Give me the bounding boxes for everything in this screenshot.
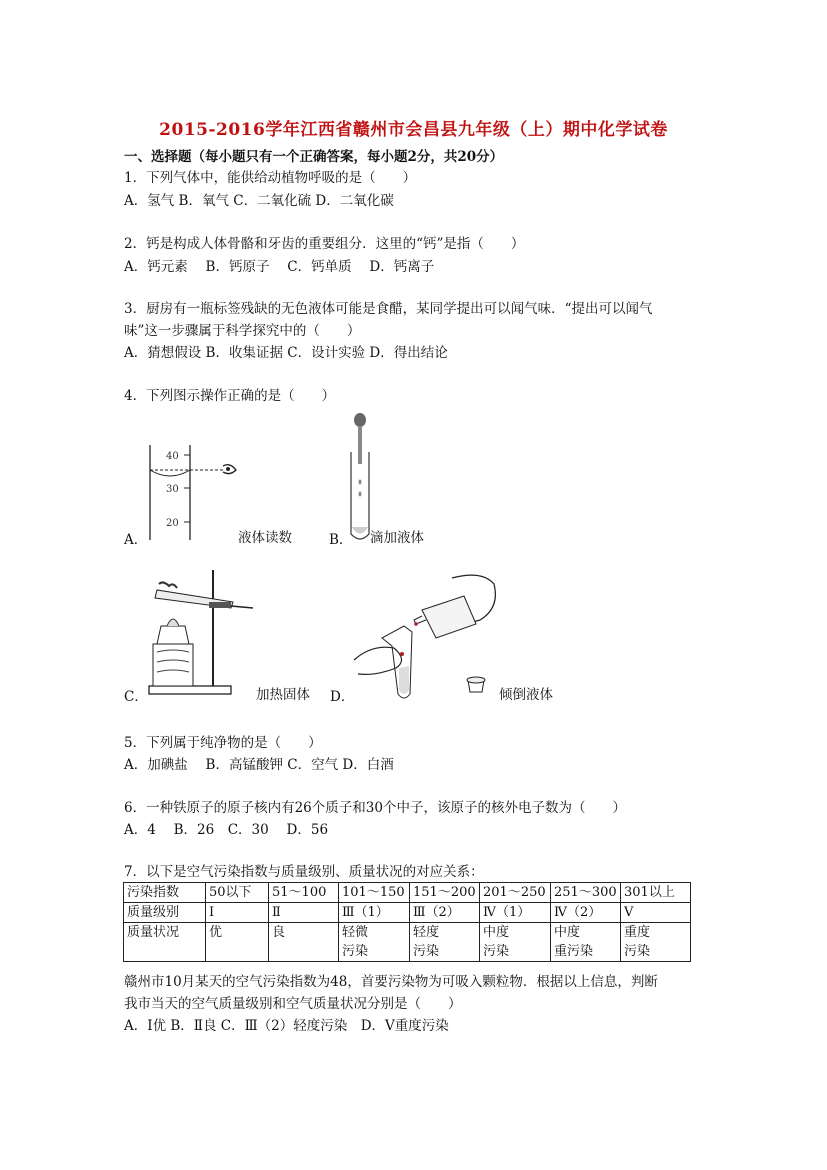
q7-after-line2: 我市当天的空气质量级别和空气质量状况分别是（ ） [124,996,462,1012]
table-cell: Ⅳ（2） [551,903,621,923]
q4-c-label: 加热固体 [256,687,310,703]
table-cell: Ⅲ（2） [410,903,480,923]
section-heading: 一、选择题（每小题只有一个正确答案，每小题2分，共20分） [124,149,504,165]
table-cell: 中度 污染 [480,923,551,962]
q6-stem: 6．一种铁原子的原子核内有26个质子和30个中子，该原子的核外电子数为（ ） [124,800,626,816]
q4-stem: 4．下列图示操作正确的是（ ） [124,388,336,404]
table-cell: 51～100 [269,883,339,903]
table-cell: 151～200 [410,883,480,903]
q4-d-letter: D． [330,689,355,705]
exam-title: 2015-2016学年江西省赣州市会昌县九年级（上）期中化学试卷 [159,120,668,140]
q7-after-line1: 赣州市10月某天的空气污染指数为48，首要污染物为可吸入颗粒物．根据以上信息，判断 [124,974,658,990]
q5-stem: 5．下列属于纯净物的是（ ） [124,735,322,751]
tick-40: 40 [166,451,179,462]
q4-d-label: 倾倒液体 [499,687,553,703]
table-cell: 重度 污染 [621,923,691,962]
q4-b-letter: B． [329,532,353,548]
table-cell: Ⅰ [206,903,269,923]
q5-options: A．加碘盐 B．高锰酸钾 C．空气 D．白酒 [124,757,394,773]
table-row [124,903,691,923]
table-cell: 301以上 [621,883,691,903]
q4-b-label: 滴加液体 [370,530,424,546]
table-cell: 轻微 污染 [339,923,410,962]
table-cell: 污染指数 [124,883,206,903]
table-cell: 轻度 污染 [410,923,480,962]
table-cell: 质量状况 [124,923,206,962]
table-row [124,923,691,962]
table-cell: Ⅱ [269,903,339,923]
q7-options: A．Ⅰ优 B．Ⅱ良 C．Ⅲ（2）轻度污染 D．Ⅴ重度污染 [124,1018,449,1034]
q4-a-letter: A． [124,532,148,548]
q1-stem: 1．下列气体中，能供给动植物呼吸的是（ ） [124,170,417,186]
table-cell: Ⅲ（1） [339,903,410,923]
q3-stem-line1: 3．厨房有一瓶标签残缺的无色液体可能是食醋，某同学提出可以闻气味．“提出可以闻气 [124,301,653,317]
q7-stem: 7．以下是空气污染指数与质量级别、质量状况的对应关系： [124,864,484,880]
table-cell: 良 [269,923,339,962]
table-cell: Ⅳ（1） [480,903,551,923]
q1-options: A．氢气 B．氧气 C．二氧化硫 D．二氧化碳 [124,193,394,209]
cylinder-reading-figure [140,440,250,550]
table-cell: 50以下 [206,883,269,903]
table-cell: 优 [206,923,269,962]
q4-a-label: 液体读数 [238,530,292,546]
table-cell: 中度 重污染 [551,923,621,962]
table-cell: Ⅴ [621,903,691,923]
table-row [124,883,691,903]
q3-options: A．猜想假设 B．收集证据 C．设计实验 D．得出结论 [124,345,448,361]
q3-stem-line2: 味”这一步骤属于科学探究中的（ ） [124,323,361,339]
q2-options: A．钙元素 B．钙原子 C．钙单质 D．钙离子 [124,259,435,275]
table-cell: 质量级别 [124,903,206,923]
table-cell: 101～150 [339,883,410,903]
tick-20: 20 [166,518,179,529]
table-cell: 201～250 [480,883,551,903]
table-cell: 251～300 [551,883,621,903]
tick-30: 30 [166,484,179,495]
heating-solid-figure [145,562,265,697]
q2-stem: 2．钙是构成人体骨骼和牙齿的重要组分．这里的“钙”是指（ ） [124,236,525,252]
eye-icon [223,465,236,474]
q6-options: A．4 B．26 C．30 D．56 [124,822,329,838]
stopper-icon [467,677,485,692]
pouring-liquid-figure [352,568,502,703]
q4-c-letter: C． [124,689,148,705]
pollution-index-table [123,882,691,962]
